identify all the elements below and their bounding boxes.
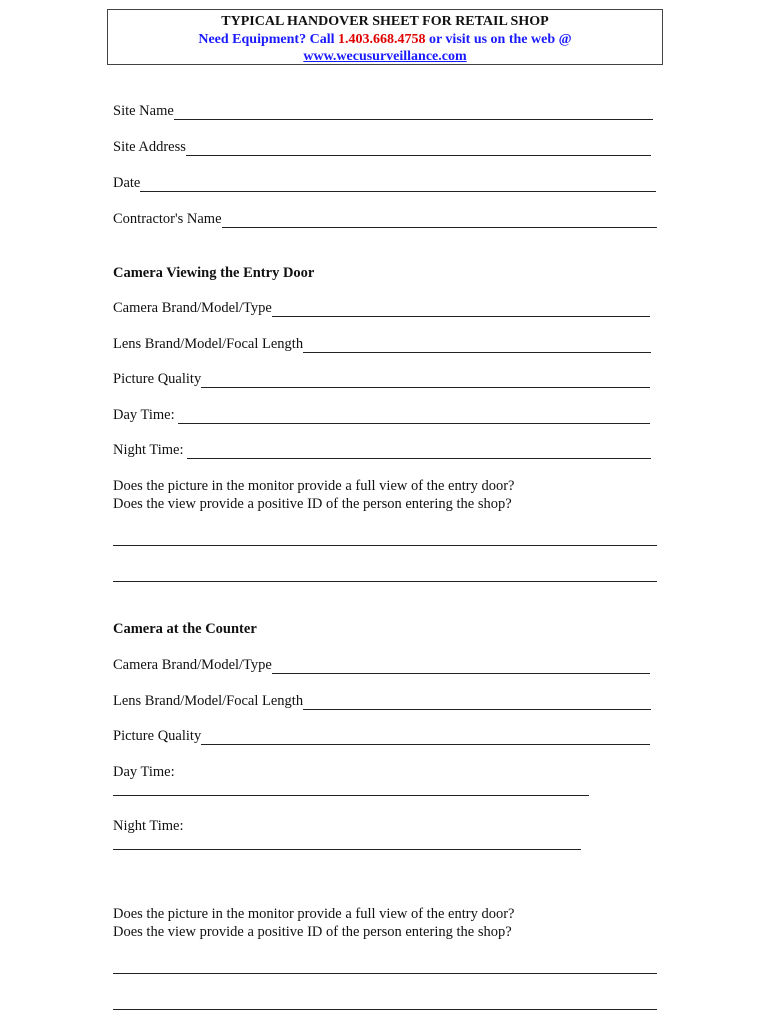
counter-camera-section-title: Camera at the Counter: [113, 621, 257, 637]
counter-lens-label: Lens Brand/Model/Focal Length: [113, 693, 304, 709]
entry-camera-brand-line[interactable]: [272, 303, 650, 317]
contractor-name-label: Contractor's Name: [113, 211, 222, 227]
counter-question-full-view: Does the picture in the monitor provide a full view of the entry door?: [113, 906, 515, 922]
entry-night-time-label: Night Time:: [113, 442, 188, 458]
entry-camera-brand-field[interactable]: [113, 299, 650, 317]
date-label: Date: [113, 175, 141, 191]
phone-number[interactable]: 1.403.668.4758: [337, 32, 426, 47]
entry-day-time-field[interactable]: [113, 406, 650, 424]
entry-night-time-line[interactable]: [187, 445, 651, 459]
counter-picture-quality-line[interactable]: [201, 731, 650, 745]
entry-picture-quality-label: Picture Quality: [113, 371, 202, 387]
header-box: [107, 9, 663, 65]
contractor-name-field[interactable]: [113, 210, 657, 228]
need-equipment-suffix: or visit us on the web @: [425, 32, 572, 47]
site-name-line[interactable]: [174, 106, 653, 120]
website-link[interactable]: www.wecusurveillance.com: [303, 49, 467, 64]
entry-answer-line-1[interactable]: [113, 545, 657, 546]
site-address-label: Site Address: [113, 139, 186, 155]
entry-picture-quality-line[interactable]: [201, 374, 650, 388]
site-address-field[interactable]: [113, 138, 651, 156]
counter-answer-line-1[interactable]: [113, 973, 657, 974]
counter-picture-quality-label: Picture Quality: [113, 728, 202, 744]
entry-answer-line-2[interactable]: [113, 581, 657, 582]
entry-question-positive-id: Does the view provide a positive ID of the person entering the shop?: [113, 496, 512, 512]
entry-lens-line[interactable]: [303, 339, 651, 353]
counter-camera-brand-line[interactable]: [272, 660, 650, 674]
counter-day-time-label: Day Time:: [113, 764, 175, 780]
counter-lens-field[interactable]: [113, 692, 651, 710]
counter-picture-quality-field[interactable]: [113, 727, 650, 745]
need-equipment-prefix: Need Equipment? Call: [198, 32, 338, 47]
site-name-field[interactable]: [113, 102, 653, 120]
counter-lens-line[interactable]: [303, 696, 651, 710]
entry-lens-label: Lens Brand/Model/Focal Length: [113, 336, 304, 352]
counter-camera-brand-field[interactable]: [113, 656, 650, 674]
equipment-line: [108, 31, 662, 49]
document-title: TYPICAL HANDOVER SHEET FOR RETAIL SHOP: [221, 14, 549, 29]
entry-question-full-view: Does the picture in the monitor provide a full view of the entry door?: [113, 478, 515, 494]
counter-camera-brand-label: Camera Brand/Model/Type: [113, 657, 272, 673]
website-line: [108, 49, 662, 65]
entry-day-time-line[interactable]: [178, 410, 650, 424]
counter-night-time-line[interactable]: [113, 849, 581, 850]
counter-answer-line-2[interactable]: [113, 1009, 657, 1010]
date-field[interactable]: [113, 174, 656, 192]
counter-day-time-line[interactable]: [113, 795, 589, 796]
counter-question-positive-id: Does the view provide a positive ID of the person entering the shop?: [113, 924, 512, 940]
entry-camera-section-title: Camera Viewing the Entry Door: [113, 265, 315, 281]
counter-night-time-label: Night Time:: [113, 818, 184, 834]
entry-picture-quality-field[interactable]: [113, 370, 650, 388]
site-address-line[interactable]: [186, 142, 651, 156]
entry-camera-brand-label: Camera Brand/Model/Type: [113, 300, 272, 316]
entry-lens-field[interactable]: [113, 335, 651, 353]
entry-day-time-label: Day Time:: [113, 407, 179, 423]
entry-night-time-field[interactable]: [113, 441, 651, 459]
site-name-label: Site Name: [113, 103, 174, 119]
contractor-name-line[interactable]: [222, 214, 657, 228]
date-line[interactable]: [140, 178, 656, 192]
